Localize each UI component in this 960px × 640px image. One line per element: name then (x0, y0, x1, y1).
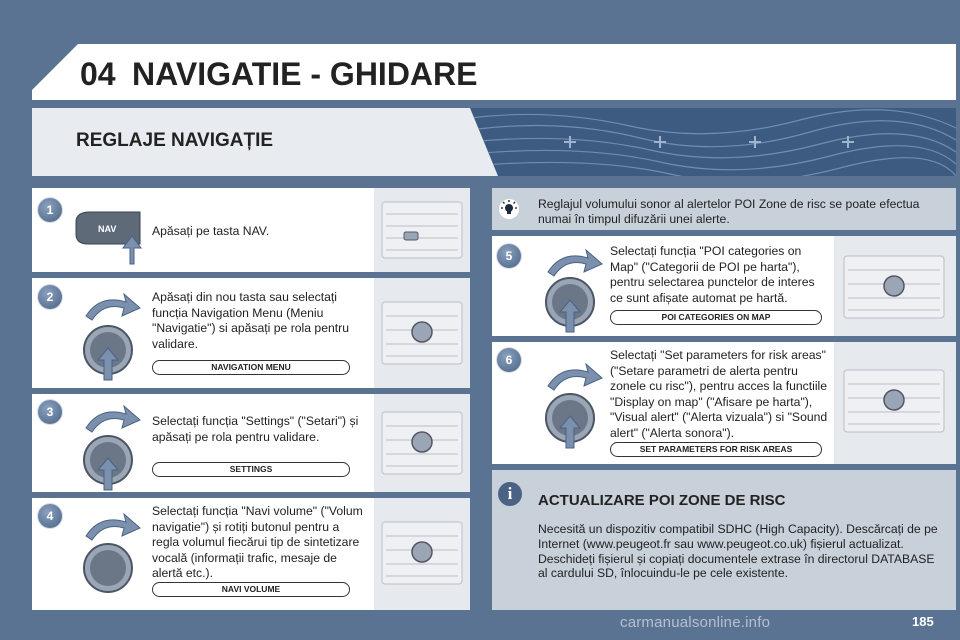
info-icon: i (498, 482, 522, 506)
info-title: ACTUALIZARE POI ZONE DE RISC (538, 492, 786, 509)
map-pattern-decoration (470, 108, 956, 176)
step-1-text: Apăsați pe tasta NAV. (152, 224, 270, 238)
nav-key-illustration (68, 194, 148, 272)
svg-text:NAV: NAV (98, 224, 117, 234)
step-3-text: Selectați funcția "Settings" ("Setari") și apăsați pe rola pentru validare. (152, 414, 359, 444)
step-4-badge: 4 (38, 504, 62, 528)
step-2-text: Apăsați din nou tasta sau selectați funcția Navigation Menu (Meniu "Navigatie") si apăsați pe rola pentru validare. (152, 290, 349, 351)
settings-label: SETTINGS (152, 462, 350, 477)
radio-faceplate-icon (382, 522, 462, 584)
rotary-knob-illustration (78, 510, 148, 606)
radio-faceplate-icon (844, 370, 944, 432)
rotary-knob-illustration (540, 246, 610, 336)
rotary-knob-illustration (78, 402, 148, 492)
page-number: 185 (912, 614, 934, 629)
step-5-panel (492, 236, 956, 336)
info-text: Necesită un dispozitiv compatibil SDHC (High Capacity). Descărcați de pe Internet (www.peugeot.fr sau www.peugeot.co.uk) fișierul actualizat. Deschideți fișierul și copiați documentele extrase în directorul DATABASE al cardului SD, înlocuindu-le pe cele existente. (538, 522, 938, 581)
step-4-text: Selectați funcția "Navi volume" ("Volum navigatie") și rotiți butonul pentru a regla volumul fiecărui tip de sintetizare vocală (informații trafic, mesaje de alertă etc.). (152, 504, 363, 580)
poi-categories-label: POI CATEGORIES ON MAP (610, 310, 822, 325)
set-parameters-label: SET PARAMETERS FOR RISK AREAS (610, 442, 822, 457)
step-5-text: Selectați funcția "POI categories on Map" ("Categorii de POI pe harta"), pentru selectarea punctelor de interes ce sunt afișate automat pe hartă. (610, 244, 815, 305)
step-6-text: Selectați "Set parameters for risk areas" ("Setare parametri de alerta pentru zonele cu risc"), pentru acces la functiile "Display on map" ("Afisare pe harta"), "Visual alert" ("Alerta vizuala") si "Sound alert" ("Alerta sonora"). (610, 348, 828, 440)
navi-volume-label: NAVI VOLUME (152, 582, 350, 597)
watermark: carmanualsonline.info (620, 614, 771, 631)
step-5-badge: 5 (497, 244, 521, 268)
step-1-badge: 1 (38, 198, 62, 222)
step-1-panel (32, 188, 470, 272)
navigation-menu-label: NAVIGATION MENU (152, 360, 350, 375)
radio-faceplate-icon (382, 412, 462, 474)
step-3-badge: 3 (38, 400, 62, 424)
radio-faceplate-icon (382, 202, 462, 258)
lightbulb-icon (498, 198, 520, 220)
step-4-panel (32, 498, 470, 610)
rotary-knob-illustration (78, 288, 148, 384)
step-2-badge: 2 (38, 285, 62, 309)
step-6-badge: 6 (497, 348, 521, 372)
step-2-panel (32, 278, 470, 388)
radio-faceplate-icon (382, 302, 462, 364)
step-3-panel (32, 394, 470, 492)
radio-faceplate-icon (844, 256, 944, 318)
step-6-panel (492, 342, 956, 464)
note-text: Reglajul volumului sonor al alertelor POI Zone de risc se poate efectua numai în timpul difuzării unei alerte. (538, 197, 920, 226)
page-title: NAVIGATIE - GHIDARE (132, 56, 478, 92)
rotary-knob-illustration (540, 360, 610, 456)
topographic-lines-icon (470, 108, 956, 176)
section-title: REGLAJE NAVIGAȚIE (76, 130, 274, 151)
chapter-number: 04 (80, 56, 116, 92)
